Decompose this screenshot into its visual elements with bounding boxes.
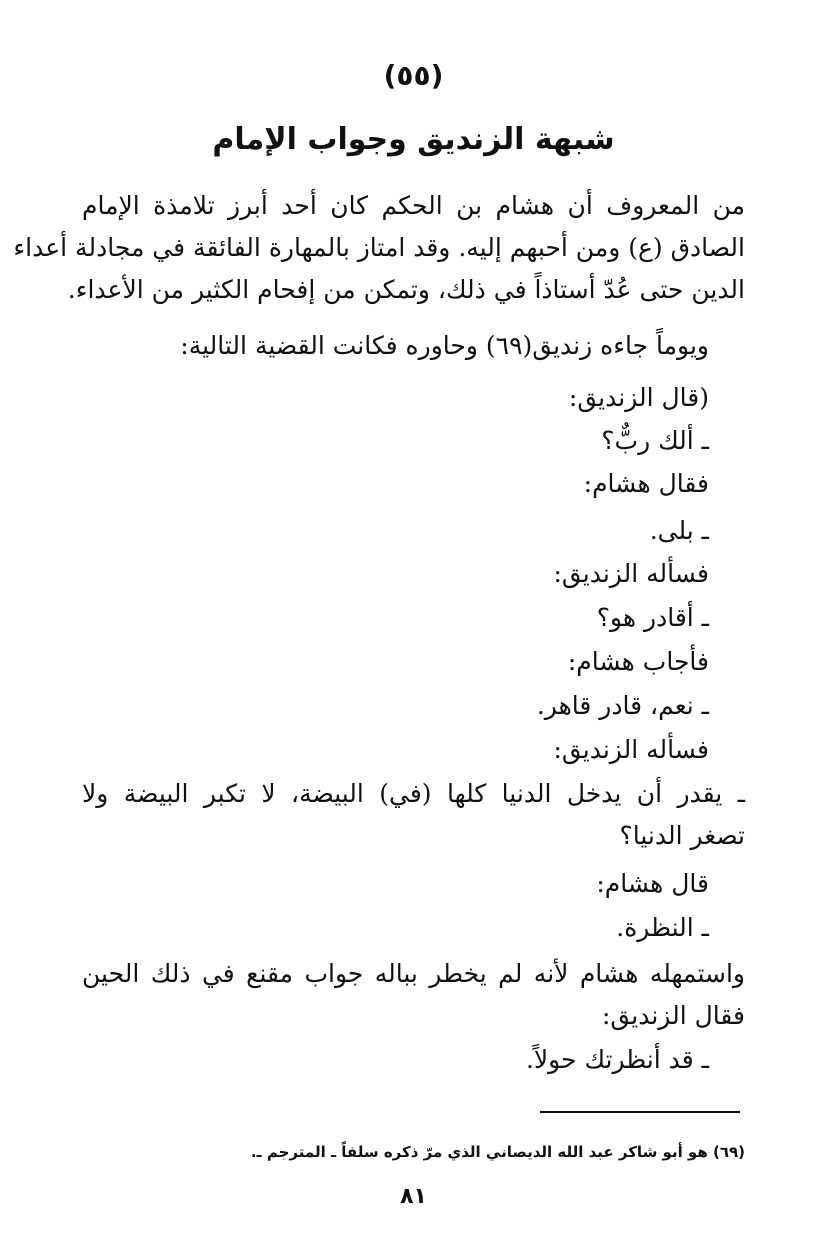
page-number: ٨١ [400,1184,427,1209]
dialogue-line: (قال الزنديق: [568,383,709,412]
dialogue-line: ـ النظرة. [616,913,709,942]
footnote-separator [540,1111,740,1113]
last-line: ـ قد أنظرتك حولاً. [525,1045,709,1074]
dialogue-line: فسأله الزنديق: [553,735,709,764]
dialogue-line: ـ أقادر هو؟ [596,603,709,632]
dialogue-line: فأجاب هشام: [567,647,709,676]
paragraph-line: من المعروف أن هشام بن الحكم كان أحد أبرز تلامذة الإمام [82,191,745,220]
question-line: تصغر الدنيا؟ [619,821,745,850]
chapter-title: شبهة الزنديق وجواب الإمام [212,122,615,157]
narration-line: فقال الزنديق: [602,1001,745,1030]
paragraph-line: الدين حتى عُدّ أستاذاً في ذلك، وتمكن من إفحام الكثير من الأعداء. [67,275,745,304]
dialogue-line: فسأله الزنديق: [553,559,709,588]
paragraph-line: الصادق (ع) ومن أحبهم إليه. وقد امتاز بالمهارة الفائقة في مجادلة أعداء [13,233,745,262]
dialogue-line: ـ نعم، قادر قاهر. [536,691,709,720]
chapter-number: (٥٥) [383,59,444,92]
footnote: (٦٩) هو أبو شاكر عبد الله الديصاني الذي مرّ ذكره سلفاً ـ المترجم ـ. [250,1143,745,1161]
question-line: ـ يقدر أن يدخل الدنيا كلها (في) البيضة، لا تكبر البيضة ولا [82,779,745,808]
dialogue-line: فقال هشام: [583,469,709,498]
dialogue-line: قال هشام: [596,869,709,898]
dialogue-line: ـ بلى. [649,516,709,545]
intro-line: ويوماً جاءه زنديق(٦٩) وحاوره فكانت القضية التالية: [180,331,709,360]
narration-line: واستمهله هشام لأنه لم يخطر بباله جواب مقنع في ذلك الحين [82,959,745,988]
dialogue-line: ـ ألك ربٌّ؟ [601,426,709,455]
